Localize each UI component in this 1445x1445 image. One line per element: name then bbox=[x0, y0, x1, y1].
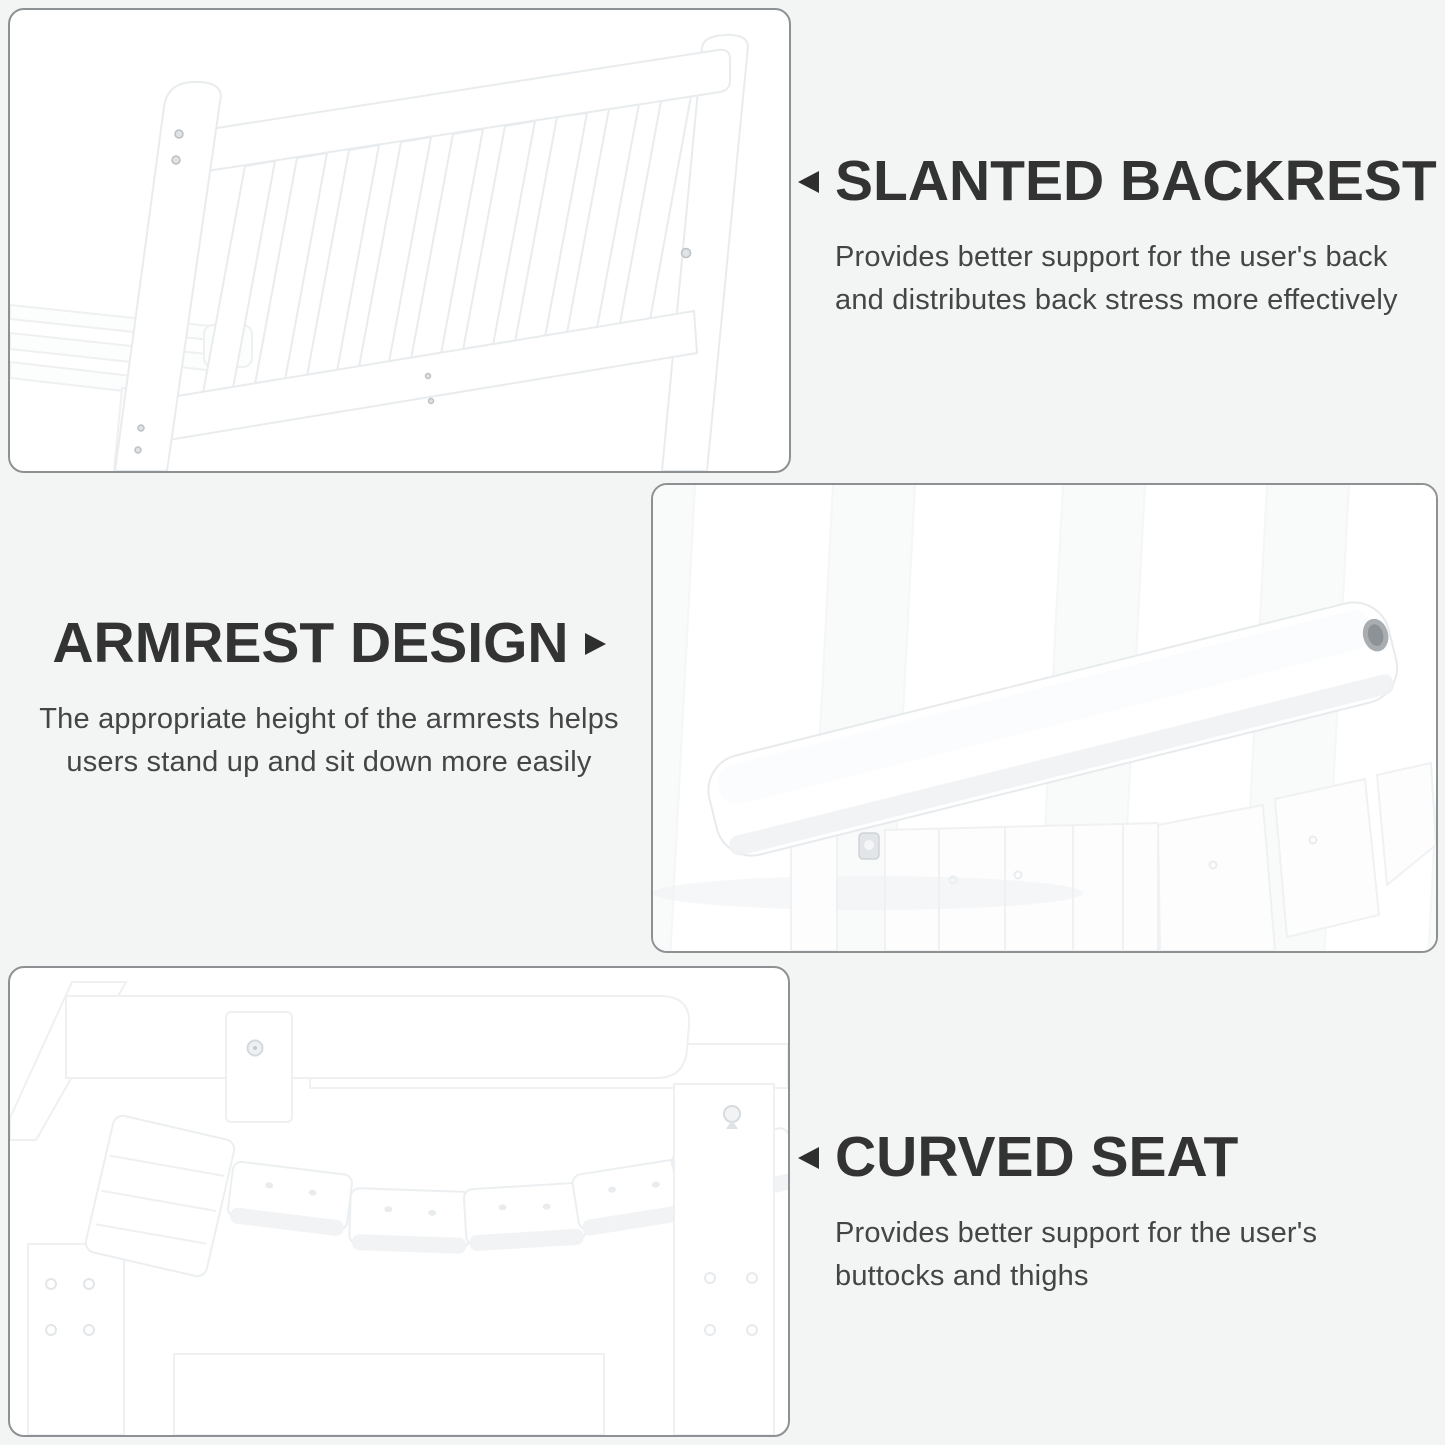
backrest-photo-panel bbox=[8, 8, 791, 473]
feature-description-line: and distributes back stress more effectively bbox=[835, 283, 1398, 316]
feature-curved-seat bbox=[798, 1126, 1443, 1298]
feature-armrest bbox=[12, 612, 646, 784]
armrest-shadow bbox=[653, 876, 1083, 910]
arrow-left-icon bbox=[798, 171, 819, 193]
feature-title: ARMREST DESIGN bbox=[52, 611, 569, 675]
backrest-illustration bbox=[10, 10, 789, 471]
armrest-illustration bbox=[653, 485, 1436, 951]
feature-seat-title-row bbox=[798, 1126, 1443, 1190]
feature-description-line: Provides better support for the user's bbox=[835, 1216, 1318, 1249]
seat-left-post bbox=[226, 1012, 292, 1122]
feature-backrest-title-row bbox=[798, 150, 1443, 214]
feature-description-line: buttocks and thighs bbox=[835, 1259, 1089, 1292]
curved-seat-photo-panel bbox=[8, 966, 790, 1437]
seat-bottom-stretcher bbox=[174, 1354, 604, 1435]
feature-title: SLANTED BACKREST bbox=[835, 149, 1437, 213]
seat-right-leg bbox=[674, 1084, 774, 1435]
armrest-bracket bbox=[859, 833, 879, 859]
feature-description-line: Provides better support for the user's back bbox=[835, 240, 1388, 273]
arrow-right-icon bbox=[585, 633, 606, 655]
feature-backrest bbox=[798, 150, 1443, 322]
seat-left-leg bbox=[28, 1244, 124, 1435]
curved-seat-illustration bbox=[10, 968, 788, 1435]
arrow-left-icon bbox=[798, 1147, 819, 1169]
feature-description bbox=[835, 236, 1443, 322]
feature-armrest-title-row bbox=[52, 612, 605, 676]
feature-description-line: users stand up and sit down more easily bbox=[66, 745, 592, 778]
feature-description bbox=[12, 698, 646, 784]
feature-description-line: The appropriate height of the armrests helps bbox=[39, 702, 619, 735]
feature-title: CURVED SEAT bbox=[835, 1125, 1239, 1189]
keyhole-screw bbox=[724, 1106, 740, 1122]
armrest-photo-panel bbox=[651, 483, 1438, 953]
seat-armrest-bar bbox=[66, 996, 689, 1078]
feature-description bbox=[835, 1212, 1443, 1298]
